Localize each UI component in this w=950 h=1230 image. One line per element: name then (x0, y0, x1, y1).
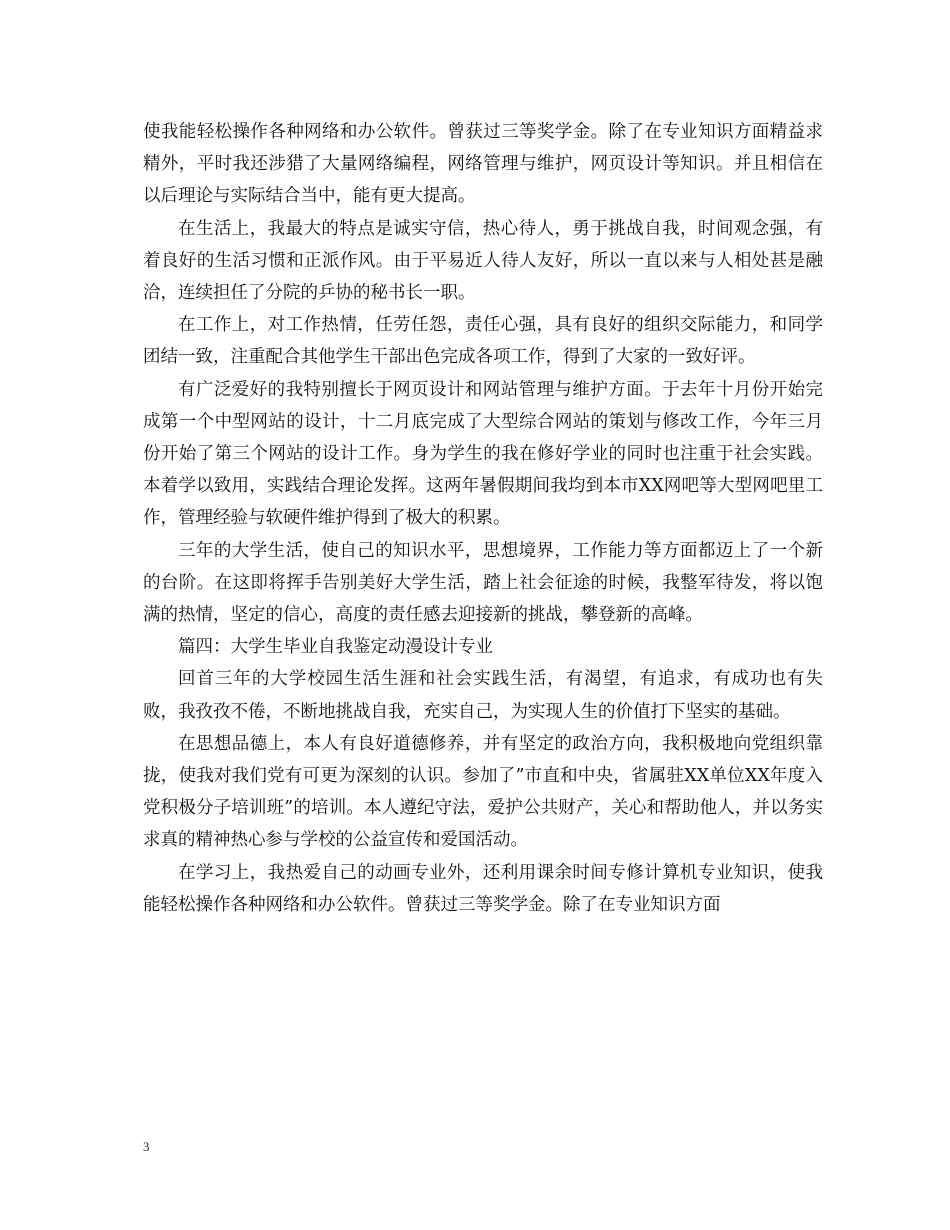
paragraph: 有广泛爱好的我特别擅长于网页设计和网站管理与维护方面。于去年十月份开始完成第一个中型网站的设计，十二月底完成了大型综合网站的策划与修改工作，今年三月份开始了第三个网站的设计工作。身为学生的我在修好学业的同时也注重于社会实践。本着学以致用，实践结合理论发挥。这两年暑假期间我均到本市XX网吧等大型网吧里工作，管理经验与软硬件维护得到了极大的积累。 (143, 379, 823, 529)
section-heading: 篇四：大学生毕业自我鉴定动漫设计专业 (178, 637, 493, 658)
paragraph: 回首三年的大学校园生活生涯和社会实践生活，有渴望，有追求，有成功也有失败，我孜孜不倦，不断地挑战自我，充实自己，为实现人生的价值打下坚实的基础。 (143, 669, 823, 722)
page-number: 3 (143, 1139, 150, 1154)
paragraph: 在学习上，我热爱自己的动画专业外，还利用课余时间专修计算机专业知识，使我能轻松操作各种网络和办公软件。曾获过三等奖学金。除了在专业知识方面 (143, 862, 823, 915)
paragraph: 在思想品德上，本人有良好道德修养，并有坚定的政治方向，我积极地向党组织靠拢，使我对我们党有可更为深刻的认识。参加了”市直和中央，省属驻XX单位XX年度入党积极分子培训班”的培训。本人遵纪守法，爱护公共财产，关心和帮助他人，并以务实求真的精神热心参与学校的公益宣传和爱国活动。 (143, 733, 823, 851)
document-body (143, 116, 823, 921)
paragraph: 在生活上，我最大的特点是诚实守信，热心待人，勇于挑战自我，时间观念强，有着良好的生活习惯和正派作风。由于平易近人待人友好，所以一直以来与人相处甚是融洽，连续担任了分院的乒协的秘书长一职。 (143, 218, 823, 304)
paragraph: 使我能轻松操作各种网络和办公软件。曾获过三等奖学金。除了在专业知识方面精益求精外，平时我还涉猎了大量网络编程，网络管理与维护，网页设计等知识。并且相信在以后理论与实际结合当中，能有更大提高。 (143, 122, 823, 207)
paragraph: 三年的大学生活，使自己的知识水平，思想境界，工作能力等方面都迈上了一个新的台阶。在这即将挥手告别美好大学生活，踏上社会征途的时候，我整军待发，将以饱满的热情，坚定的信心，高度的责任感去迎接新的挑战，攀登新的高峰。 (143, 540, 823, 626)
paragraph: 在工作上，对工作热情，任劳任怨，责任心强，具有良好的组织交际能力，和同学团结一致，注重配合其他学生干部出色完成各项工作，得到了大家的一致好评。 (143, 315, 823, 368)
